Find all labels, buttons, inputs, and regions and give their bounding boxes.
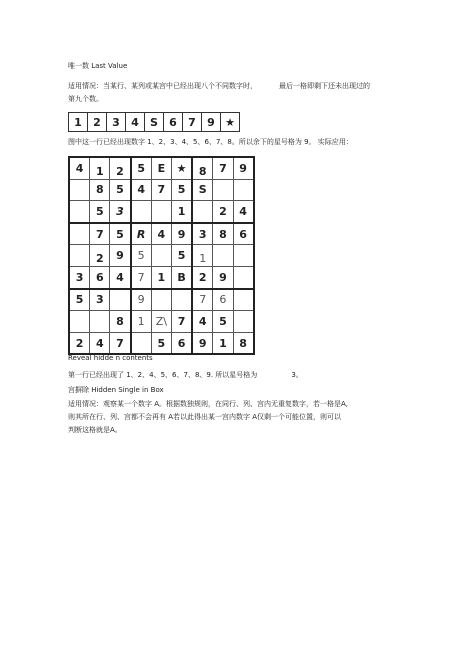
example-cell: 2	[88, 113, 107, 132]
sudoku-cell: Z\	[151, 311, 171, 333]
example-cell: 3	[107, 113, 126, 132]
sudoku-cell: 7	[213, 157, 233, 179]
star-icon: ★	[221, 113, 240, 132]
star-icon: ★	[171, 157, 192, 179]
sudoku-cell: 1	[131, 311, 152, 333]
sudoku-row	[69, 245, 254, 267]
example-row-strip	[68, 112, 240, 132]
reveal-heading: Reveal hidde n contents	[68, 354, 153, 362]
sudoku-cell	[233, 266, 254, 288]
sudoku-cell: 1	[151, 266, 171, 288]
sudoku-row	[69, 157, 254, 179]
sudoku-cell: 1	[90, 157, 110, 179]
sudoku-cell: 1	[192, 245, 213, 267]
sudoku-cell: 3	[90, 289, 110, 311]
sudoku-cell	[90, 311, 110, 333]
sudoku-cell	[69, 179, 90, 201]
sudoku-grid	[68, 156, 255, 355]
sudoku-cell: 8	[233, 332, 254, 354]
sudoku-cell: 5	[131, 157, 152, 179]
description-line-2: 第九个数。	[68, 95, 103, 103]
sudoku-cell: 2	[110, 157, 131, 179]
sudoku-cell: 7	[131, 266, 152, 288]
sudoku-row	[69, 223, 254, 245]
sudoku-cell: 4	[69, 157, 90, 179]
sudoku-cell: E	[151, 157, 171, 179]
sudoku-row	[69, 179, 254, 201]
sudoku-cell	[151, 289, 171, 311]
sudoku-cell	[69, 223, 90, 245]
sudoku-row	[69, 201, 254, 223]
sudoku-cell: 5	[213, 311, 233, 333]
hidden-single-line-2: 则其所在行、列、宫都不会再有 A若以此得出某一宫内数字 A仅剩一个可能位置，则可以	[68, 413, 342, 421]
sudoku-cell: 9	[110, 245, 131, 267]
sudoku-cell: 2	[213, 201, 233, 223]
sudoku-cell	[69, 311, 90, 333]
sudoku-cell: 5	[69, 289, 90, 311]
example-cell: 1	[69, 113, 88, 132]
sudoku-cell: 7	[171, 311, 192, 333]
last-value-description	[68, 80, 398, 106]
sudoku-cell: 5	[110, 179, 131, 201]
sudoku-cell: 7	[151, 179, 171, 201]
sudoku-cell	[131, 201, 152, 223]
sudoku-cell: 3	[192, 223, 213, 245]
sudoku-cell: S	[192, 179, 213, 201]
sudoku-cell	[233, 179, 254, 201]
sudoku-row	[69, 289, 254, 311]
sudoku-cell	[69, 201, 90, 223]
sudoku-cell	[192, 201, 213, 223]
example-cell: S	[145, 113, 164, 132]
sudoku-row	[69, 266, 254, 288]
sudoku-cell: B	[171, 266, 192, 288]
star-answer-line: 第一行已经出现了 1、2、4、5、6、7、8、9. 所以星号格为 3。	[68, 371, 303, 379]
sudoku-cell	[171, 289, 192, 311]
hidden-single-line-1: 适用情况：观察某一个数字 A。根据数独规则，在同行、列、宫内无重复数字，若一格是A,	[68, 400, 349, 408]
sudoku-cell: 6	[90, 266, 110, 288]
sudoku-cell: 6	[233, 223, 254, 245]
sudoku-cell: 8	[213, 223, 233, 245]
hidden-single-line-3: 判断这格就是A。	[68, 426, 122, 434]
last-value-heading: 唯一数 Last Value	[68, 62, 128, 70]
sudoku-cell	[151, 201, 171, 223]
sudoku-cell: 4	[131, 179, 152, 201]
sudoku-cell: 4	[233, 201, 254, 223]
sudoku-cell	[233, 311, 254, 333]
sudoku-cell: 1	[171, 201, 192, 223]
description-line-1b: 最后一格即剩下还未出现过的	[279, 82, 370, 90]
sudoku-cell: 6	[213, 289, 233, 311]
sudoku-cell: 5	[171, 179, 192, 201]
sudoku-cell: 7	[192, 289, 213, 311]
sudoku-cell: 9	[213, 266, 233, 288]
sudoku-cell: 5	[151, 332, 171, 354]
sudoku-cell: 4	[110, 266, 131, 288]
sudoku-cell: 4	[151, 223, 171, 245]
sudoku-cell: 6	[171, 332, 192, 354]
sudoku-cell: 2	[69, 332, 90, 354]
sudoku-cell: 4	[192, 311, 213, 333]
sudoku-cell: 5	[110, 223, 131, 245]
sudoku-cell: 9	[233, 157, 254, 179]
sudoku-cell: R	[131, 223, 152, 245]
sudoku-cell: 2	[90, 245, 110, 267]
sudoku-cell: 9	[131, 289, 152, 311]
example-cell: 4	[126, 113, 145, 132]
sudoku-cell: 5	[131, 245, 152, 267]
sudoku-cell	[233, 289, 254, 311]
sudoku-row	[69, 332, 254, 354]
sudoku-cell	[213, 179, 233, 201]
hidden-single-heading: 宫摒除 Hidden Single in Box	[68, 386, 164, 394]
sudoku-cell	[213, 245, 233, 267]
sudoku-cell: 8	[192, 157, 213, 179]
sudoku-cell: 9	[171, 223, 192, 245]
sudoku-cell: 4	[90, 332, 110, 354]
example-cell: 6	[164, 113, 183, 132]
sudoku-cell: 3	[110, 201, 131, 223]
sudoku-cell	[69, 245, 90, 267]
hidden-single-description	[68, 398, 398, 437]
sudoku-cell	[110, 289, 131, 311]
sudoku-cell	[233, 245, 254, 267]
sudoku-cell: 7	[110, 332, 131, 354]
description-line-1a: 适用情况：当某行、某列或某宫中已经出现八个不同数字时，	[68, 82, 257, 90]
sudoku-cell: 8	[110, 311, 131, 333]
sudoku-cell	[151, 245, 171, 267]
example-cell: 9	[202, 113, 221, 132]
sudoku-cell: 3	[69, 266, 90, 288]
example-caption: 图中这一行已经出现数字 1、2、3、4、5、6、7、8。所以余下的星号格为 9。 实际应用：	[68, 138, 353, 146]
sudoku-cell: 9	[192, 332, 213, 354]
sudoku-cell	[131, 332, 152, 354]
sudoku-cell: 7	[90, 223, 110, 245]
sudoku-cell: 1	[213, 332, 233, 354]
sudoku-cell: 8	[90, 179, 110, 201]
sudoku-cell: 2	[192, 266, 213, 288]
example-cell: 7	[183, 113, 202, 132]
sudoku-cell: 5	[90, 201, 110, 223]
sudoku-cell: 5	[171, 245, 192, 267]
sudoku-row	[69, 311, 254, 333]
